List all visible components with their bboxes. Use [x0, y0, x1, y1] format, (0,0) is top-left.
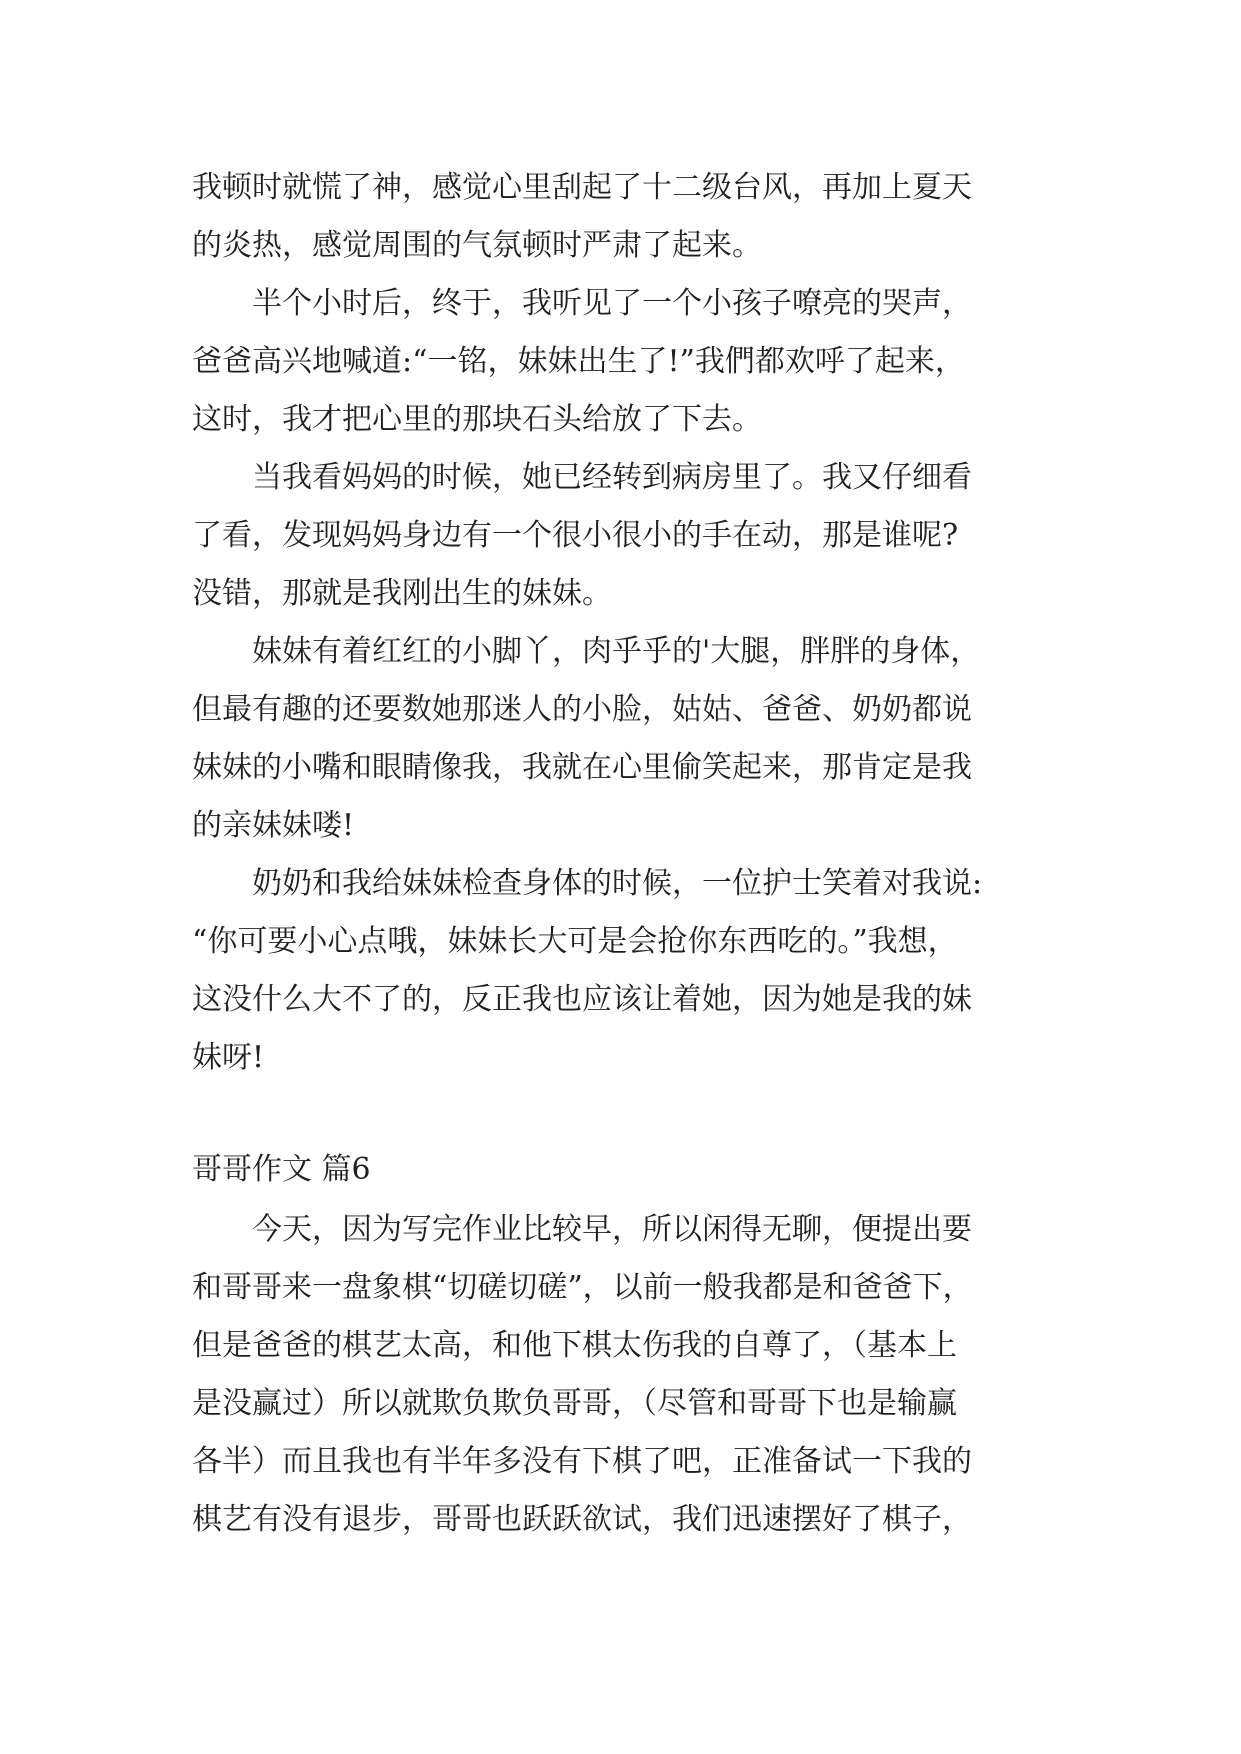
- paragraph-line: 了看，发现妈妈身边有一个很小很小的手在动，那是谁呢?: [192, 518, 959, 553]
- paragraph-line: 的亲妹妹喽!: [192, 808, 355, 843]
- paragraph-line: 我顿时就慌了神，感觉心里刮起了十二级台风，再加上夏天: [192, 170, 972, 205]
- paragraph-line: 各半）而且我也有半年多没有下棋了吧，正准备试一下我的: [192, 1444, 972, 1479]
- paragraph-line: 是没赢过）所以就欺负欺负哥哥，（尽管和哥哥下也是输赢: [192, 1386, 957, 1421]
- paragraph-line: 但是爸爸的棋艺太高，和他下棋太伤我的自尊了，（基本上: [192, 1328, 957, 1363]
- paragraph-line: 这没什么大不了的，反正我也应该让着她，因为她是我的妹: [192, 982, 972, 1017]
- paragraph-line: 棋艺有没有退步，哥哥也跃跃欲试，我们迅速摆好了棋子，: [192, 1502, 972, 1537]
- paragraph-line: 没错，那就是我刚出生的妹妹。: [192, 576, 612, 611]
- paragraph-line: 和哥哥来一盘象棋“切磋切磋”，以前一般我都是和爸爸下，: [192, 1270, 973, 1305]
- paragraph-line: 今天，因为写完作业比较早，所以闲得无聊，便提出要: [252, 1212, 972, 1247]
- paragraph-line: 的炎热，感觉周围的气氛顿时严肃了起来。: [192, 228, 762, 263]
- paragraph-line: 妹呀!: [192, 1040, 265, 1075]
- paragraph-line: 这时，我才把心里的那块石头给放了下去。: [192, 402, 762, 437]
- paragraph-line: 半个小时后，终于，我听见了一个小孩子嘹亮的哭声，: [252, 286, 972, 321]
- paragraph-line: 当我看妈妈的时候，她已经转到病房里了。我又仔细看: [252, 460, 972, 495]
- paragraph-line: 妹妹的小嘴和眼睛像我，我就在心里偷笑起来，那肯定是我: [192, 750, 972, 785]
- paragraph-line: 但最有趣的还要数她那迷人的小脸，姑姑、爸爸、奶奶都说: [192, 692, 972, 727]
- paragraph-line: 奶奶和我给妹妹检查身体的时候，一位护士笑着对我说:: [252, 866, 983, 901]
- section-heading: 哥哥作文 篇6: [192, 1152, 371, 1187]
- paragraph-line: 妹妹有着红红的小脚丫，肉乎乎的'大腿，胖胖的身体，: [252, 634, 981, 669]
- paragraph-line: 爸爸高兴地喊道:“一铭，妹妹出生了!”我們都欢呼了起来，: [192, 344, 965, 379]
- paragraph-line: “你可要小心点哦，妹妹长大可是会抢你东西吃的。”我想，: [192, 924, 958, 959]
